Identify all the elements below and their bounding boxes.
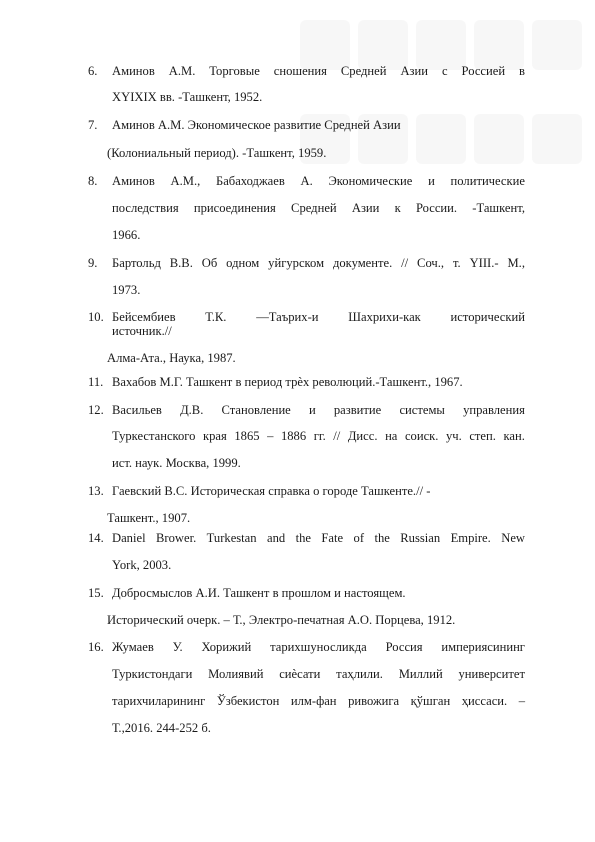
entry-line: Гаевский В.С. Историческая справка о городе Ташкенте.// - bbox=[112, 484, 431, 498]
word: В.В. bbox=[169, 256, 193, 270]
word: Соч., bbox=[417, 256, 445, 270]
word: сиѐсати bbox=[279, 667, 321, 681]
word: 1886 bbox=[280, 429, 307, 443]
word: Ўзбекистон bbox=[216, 694, 280, 708]
entry-line: Аминов А.М. Экономическое развитие Средней Азии bbox=[112, 118, 401, 132]
word: Бартольд bbox=[112, 256, 161, 270]
word: илм-фан bbox=[290, 694, 337, 708]
word: тарихчиларининг bbox=[112, 694, 206, 708]
word: к bbox=[394, 201, 401, 215]
word: университет bbox=[458, 667, 525, 681]
word: Жумаев bbox=[112, 640, 154, 654]
word: политические bbox=[450, 174, 525, 188]
word: Бабаходжаев bbox=[215, 174, 285, 188]
entry-line: источник.// bbox=[112, 324, 172, 338]
word: А.М., bbox=[170, 174, 201, 188]
watermark-logo bbox=[300, 20, 590, 200]
entry-line-justified bbox=[112, 256, 525, 271]
entry-number: 6. bbox=[88, 64, 98, 78]
entry-line: Вахабов М.Г. Ташкент в период трѐх революций.-Ташкент., 1967. bbox=[112, 375, 463, 389]
word: of bbox=[353, 531, 365, 545]
entry-line-justified bbox=[112, 310, 525, 325]
word: Россией bbox=[461, 64, 506, 78]
word: А. bbox=[300, 174, 313, 188]
word: империясининг bbox=[441, 640, 525, 654]
word: Шахрихи-как bbox=[348, 310, 421, 324]
word: одном bbox=[226, 256, 260, 270]
word: т. bbox=[452, 256, 461, 270]
entry-line: 1966. bbox=[112, 228, 141, 242]
word: Fate bbox=[321, 531, 344, 545]
word: Turkestan bbox=[206, 531, 257, 545]
word: Аминов bbox=[112, 64, 155, 78]
word: и bbox=[308, 403, 316, 417]
word: кан. bbox=[503, 429, 525, 443]
word: гг. bbox=[313, 429, 326, 443]
word: – bbox=[518, 694, 525, 708]
word: документе. bbox=[332, 256, 393, 270]
word: соиск. bbox=[404, 429, 439, 443]
word: ҳиссаси. bbox=[461, 694, 508, 708]
word: Туркистондаги bbox=[112, 667, 193, 681]
word: Т.К. bbox=[205, 310, 227, 324]
entry-number: 7. bbox=[88, 118, 98, 132]
word: // bbox=[401, 256, 409, 270]
entry-continuation: Ташкент., 1907. bbox=[107, 511, 191, 525]
word: Азии bbox=[351, 201, 380, 215]
word: управления bbox=[463, 403, 525, 417]
word: России. bbox=[415, 201, 458, 215]
entry-number: 15. bbox=[88, 586, 104, 600]
word: the bbox=[374, 531, 390, 545]
word: Средней bbox=[340, 64, 387, 78]
word: Средней bbox=[291, 201, 337, 215]
word: таҳлили. bbox=[336, 667, 383, 681]
entry-number: 11. bbox=[88, 375, 104, 389]
word: Дисс. bbox=[347, 429, 378, 443]
word: А.М. bbox=[168, 64, 196, 78]
word: Туркестанского bbox=[112, 429, 196, 443]
entry-line: York, 2003. bbox=[112, 558, 172, 572]
word: присоединения bbox=[193, 201, 276, 215]
word: края bbox=[203, 429, 227, 443]
word: и bbox=[428, 174, 435, 188]
word: қўшган bbox=[410, 694, 451, 708]
word: М., bbox=[507, 256, 525, 270]
word: У. bbox=[172, 640, 183, 654]
word: New bbox=[501, 531, 525, 545]
word: развитие bbox=[333, 403, 382, 417]
word: исторический bbox=[450, 310, 525, 324]
word: на bbox=[385, 429, 398, 443]
word: 1865 bbox=[234, 429, 260, 443]
word: Экономические bbox=[328, 174, 413, 188]
entry-line-justified bbox=[112, 531, 525, 546]
word: Бейсембиев bbox=[112, 310, 176, 324]
word: Д.В. bbox=[180, 403, 204, 417]
word: тарихшуносликда bbox=[270, 640, 367, 654]
word: —Таърих-и bbox=[256, 310, 319, 324]
entry-line-justified bbox=[112, 694, 525, 709]
word: YIII.- bbox=[469, 256, 499, 270]
word: Хорижий bbox=[201, 640, 252, 654]
entry-line-justified bbox=[112, 403, 525, 418]
word: последствия bbox=[112, 201, 179, 215]
entry-line: Добросмыслов А.И. Ташкент в прошлом и настоящем. bbox=[112, 586, 406, 600]
entry-line: 1973. bbox=[112, 283, 141, 297]
word: Россия bbox=[385, 640, 423, 654]
entry-continuation: Алма-Ата., Наука, 1987. bbox=[107, 351, 236, 365]
entry-line: XYIXIX вв. -Ташкент, 1952. bbox=[112, 90, 263, 104]
entry-continuation: Исторический очерк. – Т., Электро-печатная А.О. Порцева, 1912. bbox=[107, 613, 456, 627]
entry-number: 13. bbox=[88, 484, 104, 498]
word: с bbox=[441, 64, 448, 78]
word: – bbox=[267, 429, 274, 443]
word: системы bbox=[399, 403, 445, 417]
entry-number: 14. bbox=[88, 531, 104, 545]
entry-number: 12. bbox=[88, 403, 104, 417]
word: Становление bbox=[221, 403, 291, 417]
entry-line-justified bbox=[112, 667, 525, 682]
word: Молиявий bbox=[208, 667, 264, 681]
word: в bbox=[519, 64, 525, 78]
word: // bbox=[333, 429, 341, 443]
word: уйгурском bbox=[268, 256, 325, 270]
word: Аминов bbox=[112, 174, 155, 188]
entry-line: ист. наук. Москва, 1999. bbox=[112, 456, 241, 470]
word: -Ташкент, bbox=[472, 201, 525, 215]
word: Азии bbox=[400, 64, 429, 78]
word: Торговые bbox=[209, 64, 260, 78]
entry-continuation: (Колониальный период). -Ташкент, 1959. bbox=[107, 146, 327, 160]
word: Russian bbox=[400, 531, 441, 545]
word: ривожига bbox=[348, 694, 400, 708]
word: the bbox=[295, 531, 311, 545]
word: Миллий bbox=[398, 667, 443, 681]
entry-line-justified bbox=[112, 64, 525, 79]
entry-line: Т.,2016. 244-252 б. bbox=[112, 721, 211, 735]
word: Daniel bbox=[112, 531, 146, 545]
entry-line-justified bbox=[112, 429, 525, 444]
word: уч. bbox=[445, 429, 462, 443]
word: Об bbox=[201, 256, 218, 270]
word: сношения bbox=[273, 64, 327, 78]
word: Brower. bbox=[156, 531, 197, 545]
entry-number: 16. bbox=[88, 640, 104, 654]
entry-line-justified bbox=[112, 174, 525, 189]
entry-line-justified bbox=[112, 201, 525, 216]
word: степ. bbox=[469, 429, 496, 443]
word: Васильев bbox=[112, 403, 162, 417]
entry-number: 10. bbox=[88, 310, 104, 324]
entry-number: 8. bbox=[88, 174, 98, 188]
word: and bbox=[267, 531, 286, 545]
entry-line-justified bbox=[112, 640, 525, 655]
entry-number: 9. bbox=[88, 256, 98, 270]
word: Empire. bbox=[450, 531, 491, 545]
